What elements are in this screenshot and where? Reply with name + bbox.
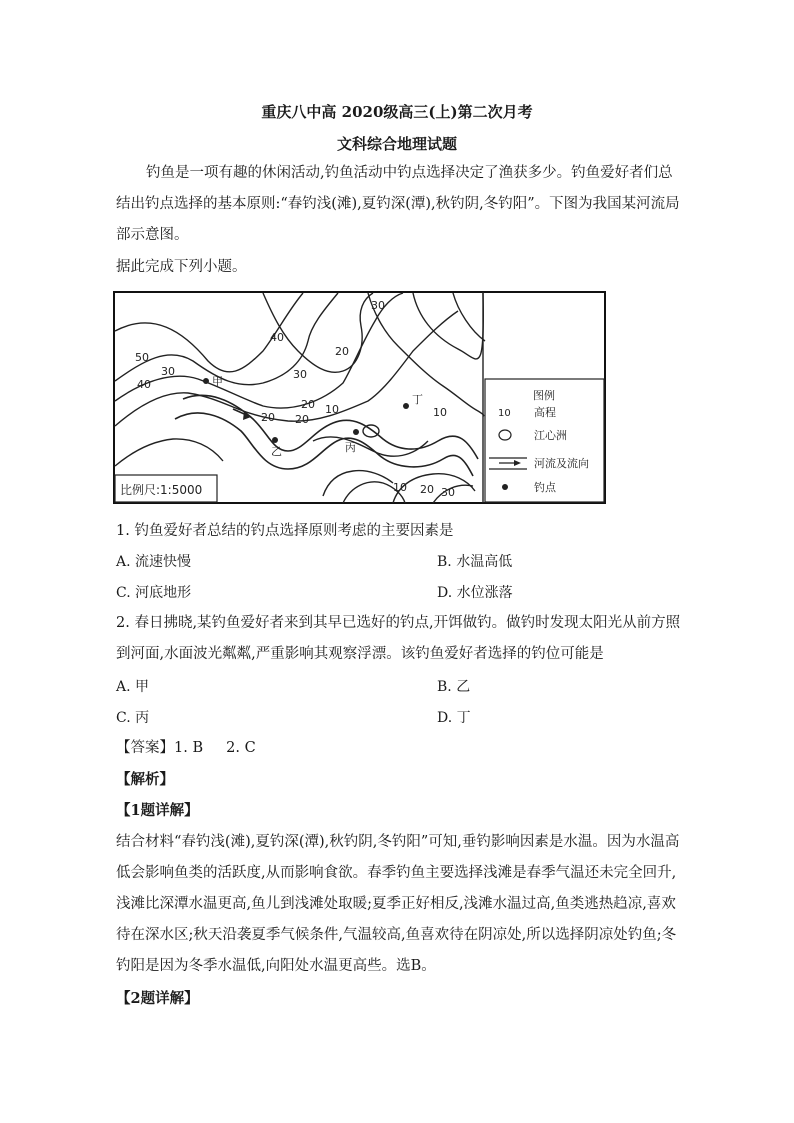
contour-label: 30	[293, 368, 307, 381]
question-1-option-c[interactable]: C. 河底地形	[116, 585, 192, 601]
question-2-stem: 2. 春日拂晓,某钓鱼爱好者来到其早已选好的钓点,开饵做钓。做钓时发现太阳光从前方照到河面,水面波光粼粼,严重影响其观察浮漂。该钓鱼爱好者选择的钓位可能是	[116, 615, 681, 662]
intro-instruction: 据此完成下列小题。	[116, 259, 247, 275]
contour-label: 30	[441, 486, 455, 499]
legend-river-label: 河流及流向	[534, 457, 589, 470]
question-1-option-d[interactable]: D. 水位涨落	[437, 585, 513, 601]
q1-detail-text: 结合材料“春钓浅(滩),夏钓深(潭),秋钓阴,冬钓阳”可知,垂钓影响因素是水温。因为水温高低会影响鱼类的活跃度,从而影响食欲。春季钓鱼主要选择浅滩是春季气温还未完全回升,浅滩比深潭水温更高,鱼儿到浅滩处取暖;夏季正好相反,浅滩水温过高,鱼类逃热趋凉,喜欢待在深水区;秋天沿袭夏季气候条件,气温较高,鱼喜欢待在阴凉处,所以选择阴凉处钓鱼;冬钓阳是因为冬季水温低,向阳处水温更高些。选B。	[116, 834, 680, 974]
legend-elevation-value: 10	[498, 408, 511, 419]
answer-line: 【答案】1. B 2. C	[116, 740, 256, 756]
question-1-option-b[interactable]: B. 水温高低	[437, 554, 513, 570]
q2-detail-heading: 【2题详解】	[116, 990, 199, 1007]
intro-paragraph: 钓鱼是一项有趣的休闲活动,钓鱼活动中钓点选择决定了渔获多少。钓鱼爱好者们总结出钓点选择的基本原则:“春钓浅(滩),夏钓深(潭),秋钓阴,冬钓阳”。下图为我国某河流局部示意图。	[116, 165, 680, 243]
contour-label: 10	[393, 481, 407, 494]
legend-title: 图例	[533, 389, 555, 402]
question-1-stem: 1. 钓鱼爱好者总结的钓点选择原则考虑的主要因素是	[116, 523, 454, 539]
spot-yi-dot	[272, 437, 278, 443]
spot-bing-label: 丙	[345, 441, 356, 454]
page-title: 重庆八中高 2020级高三(上)第二次月考	[261, 103, 533, 121]
contour-label: 20	[295, 413, 309, 426]
spot-jia-dot	[203, 378, 209, 384]
contour-label: 20	[301, 398, 315, 411]
q1-detail-heading: 【1题详解】	[116, 802, 199, 819]
scale-label: 比例尺:1:5000	[120, 483, 203, 497]
spot-ding-label: 丁	[412, 393, 423, 406]
contour-label: 10	[325, 403, 339, 416]
legend-spot-label: 钓点	[534, 481, 556, 494]
contour-label: 30	[371, 299, 385, 312]
spot-jia-label: 甲	[212, 375, 223, 388]
contour-label: 40	[270, 331, 284, 344]
legend-spot-icon	[502, 484, 508, 490]
spot-yi-label: 乙	[271, 445, 282, 458]
question-2-option-c[interactable]: C. 丙	[116, 710, 150, 726]
analysis-heading: 【解析】	[116, 771, 174, 788]
contour-label: 20	[261, 411, 275, 424]
contour-label: 40	[137, 378, 151, 391]
spot-bing-dot	[353, 429, 359, 435]
contour-label: 10	[433, 406, 447, 419]
spot-ding-dot	[403, 403, 409, 409]
contour-label: 30	[161, 365, 175, 378]
page-subtitle: 文科综合地理试题	[336, 135, 457, 153]
legend-island-label: 江心洲	[534, 429, 567, 442]
legend-elevation-label: 高程	[534, 406, 556, 419]
question-1-option-a[interactable]: A. 流速快慢	[116, 554, 192, 570]
river-map	[113, 291, 606, 504]
contour-label: 50	[135, 351, 149, 364]
contour-label: 20	[335, 345, 349, 358]
contour-label: 20	[420, 483, 434, 496]
question-2-option-d[interactable]: D. 丁	[437, 710, 471, 726]
question-2-option-b[interactable]: B. 乙	[437, 679, 471, 695]
question-2-option-a[interactable]: A. 甲	[116, 679, 150, 695]
